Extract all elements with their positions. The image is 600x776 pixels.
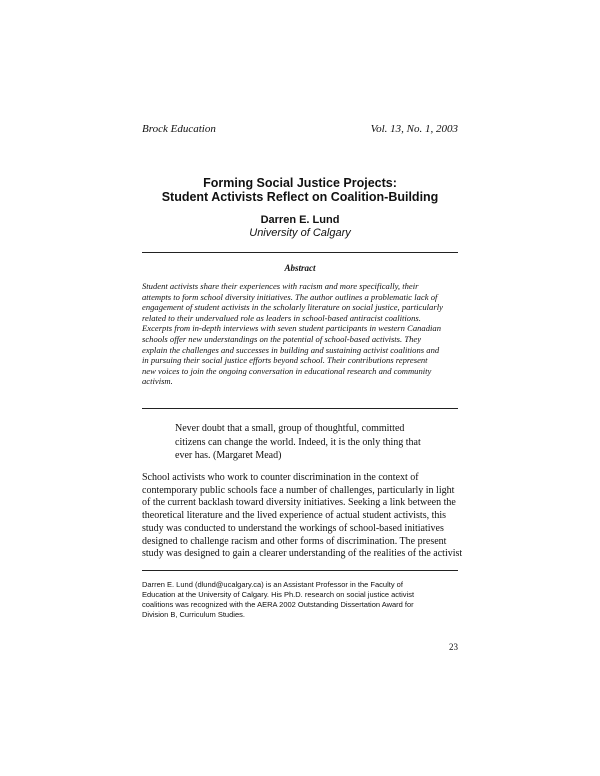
footnote-line: Darren E. Lund (dlund@ucalgary.ca) is an Assistant Professor in the Faculty of bbox=[142, 580, 403, 589]
footnote-line: Division B, Curriculum Studies. bbox=[142, 610, 245, 619]
abstract-heading: Abstract bbox=[284, 263, 316, 273]
abstract-top-rule bbox=[142, 252, 458, 253]
footnote-line: coalitions was recognized with the AERA 2002 Outstanding Dissertation Award for bbox=[142, 600, 414, 609]
abstract-line: Excerpts from in-depth interviews with seven student participants in western Canadian bbox=[142, 323, 441, 334]
abstract-line: in pursuing their social justice efforts beyond school. Their contributions represent bbox=[142, 355, 428, 366]
volume-info: Vol. 13, No. 1, 2003 bbox=[370, 123, 458, 135]
body-line: of the current backlash toward diversity initiatives. Seeking a link between the bbox=[142, 497, 456, 509]
journal-name: Brock Education bbox=[142, 123, 216, 135]
title-block bbox=[142, 176, 458, 240]
author-footnote bbox=[142, 580, 458, 620]
epigraph-line: citizens can change the world. Indeed, it is the only thing that bbox=[175, 436, 421, 448]
author-name: Darren E. Lund bbox=[260, 214, 340, 226]
abstract-line: explain the challenges and successes in building and sustaining activist coalitions and bbox=[142, 344, 440, 355]
abstract-line: engagement of student activists in the scholarly literature on social justice, particularly bbox=[142, 302, 443, 313]
epigraph-line: ever has. (Margaret Mead) bbox=[175, 450, 282, 461]
running-header bbox=[142, 122, 458, 136]
footnote-rule bbox=[142, 570, 458, 571]
epigraph-line: Never doubt that a small, group of thoughtful, committed bbox=[175, 423, 405, 434]
footnote-line: Education at the University of Calgary. His Ph.D. research on social justice activist bbox=[142, 590, 415, 599]
page-number: 23 bbox=[449, 642, 458, 652]
abstract-line: activism. bbox=[142, 376, 173, 387]
body-line: designed to challenge racism and other forms of discrimination. The present bbox=[142, 535, 447, 547]
article-title-line-1: Forming Social Justice Projects: bbox=[203, 176, 397, 190]
article-title-line-2: Student Activists Reflect on Coalition-Building bbox=[161, 190, 439, 204]
body-line: contemporary public schools face a number of challenges, particularly in light bbox=[142, 484, 455, 496]
body-line: School activists who work to counter discrimination in the context of bbox=[142, 472, 419, 483]
abstract-line: new voices to join the ongoing conversation in educational research and community bbox=[142, 365, 432, 376]
epigraph-quote bbox=[175, 422, 458, 463]
abstract-line: Student activists share their experiences with racism and more specifically, their bbox=[142, 281, 419, 291]
abstract-line: related to their undervalued role as leaders in school-based antiracist coalitions. bbox=[142, 312, 421, 323]
abstract-line: attempts to form school diversity initiatives. The author outlines a problematic lack of bbox=[142, 291, 438, 302]
author-affiliation: University of Calgary bbox=[249, 227, 351, 239]
body-line: study was conducted to understand the workings of school-based initiatives bbox=[142, 522, 444, 534]
abstract-line: schools offer new understandings on the potential of school-based activists. They bbox=[142, 333, 422, 344]
body-paragraph bbox=[142, 472, 463, 561]
body-line: theoretical literature and the lived experience of actual student activists, this bbox=[142, 510, 447, 522]
body-line: study was designed to gain a clearer understanding of the realities of the activist bbox=[142, 548, 463, 560]
abstract-body bbox=[142, 281, 458, 387]
abstract-bottom-rule bbox=[142, 408, 458, 409]
